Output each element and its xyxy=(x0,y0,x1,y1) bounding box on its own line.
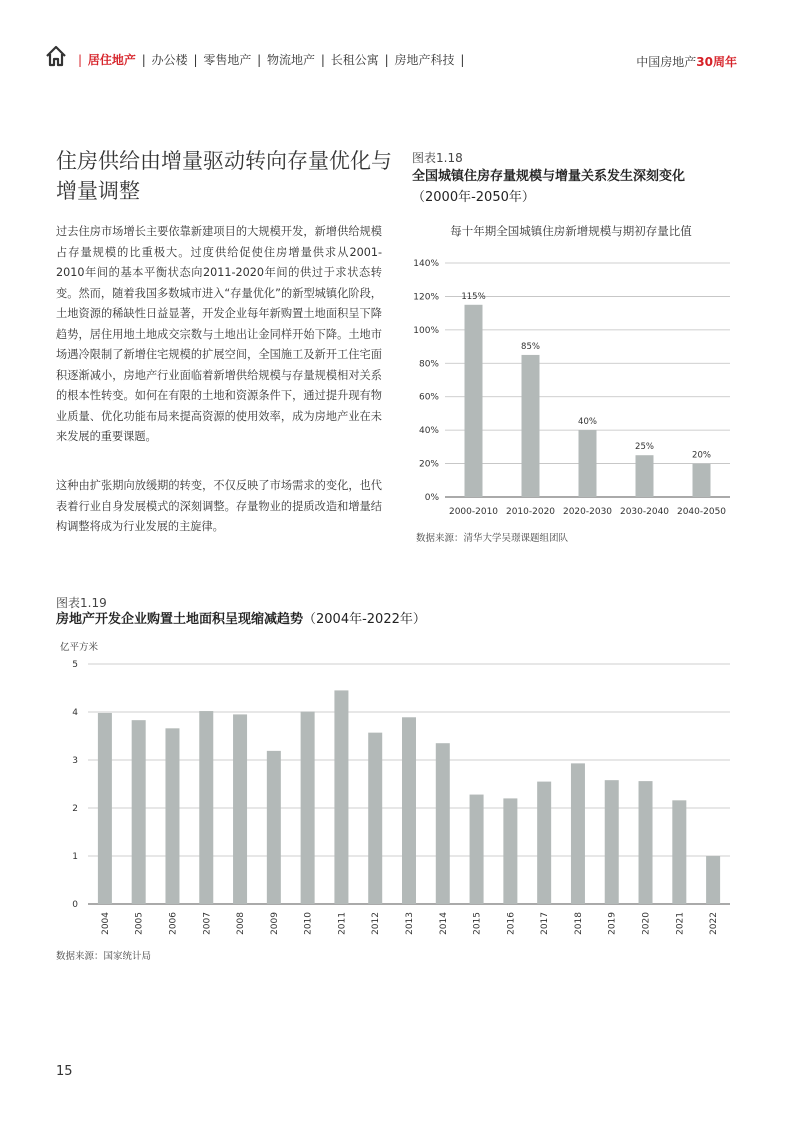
nav-item-proptech[interactable]: 房地产科技 xyxy=(394,53,455,67)
x-tick-label: 2013 xyxy=(405,912,415,935)
bar xyxy=(233,714,247,904)
figure-119-label: 图表1.19 xyxy=(56,596,107,610)
bar xyxy=(132,720,146,904)
y-tick-label: 3 xyxy=(72,756,78,766)
x-tick-label: 2020-2030 xyxy=(562,507,613,517)
chart-118-title: 每十年期全国城镇住房新增规模与期初存量比值 xyxy=(450,224,692,238)
brand-suffix: 30周年 xyxy=(696,55,737,69)
bar xyxy=(301,712,315,904)
bar xyxy=(165,728,179,904)
y-tick-label: 140% xyxy=(413,259,439,269)
x-tick-label: 2005 xyxy=(134,912,145,935)
x-tick-label: 2009 xyxy=(269,912,280,935)
figure-119-source: 数据来源：国家统计局 xyxy=(56,951,152,962)
x-tick-label: 2016 xyxy=(506,912,517,935)
bar xyxy=(639,781,653,904)
data-label: 85% xyxy=(521,341,540,352)
figure-118-source: 数据来源：清华大学吴璟课题组团队 xyxy=(416,533,569,544)
x-tick-label: 2022 xyxy=(709,912,720,935)
bar xyxy=(693,464,711,497)
bar xyxy=(522,355,540,497)
bar xyxy=(199,711,213,904)
nav-separator: | xyxy=(460,53,465,67)
top-nav xyxy=(76,52,466,68)
nav-item-office[interactable]: 办公楼 xyxy=(151,53,188,67)
nav-item-rental-apartment[interactable]: 长租公寓 xyxy=(330,53,379,67)
y-tick-label: 40% xyxy=(418,426,439,437)
brand-label xyxy=(636,53,737,70)
nav-separator: | xyxy=(141,53,146,67)
x-tick-label: 2012 xyxy=(371,912,382,935)
land-area-bar-chart xyxy=(50,636,740,941)
nav-separator: | xyxy=(320,53,325,67)
figure-119-title-bold: 房地产开发企业购置土地面积呈现缩减趋势 xyxy=(56,612,304,627)
x-tick-label: 2015 xyxy=(472,912,483,935)
bar xyxy=(672,800,686,904)
section-title: 住房供给由增量驱动转向存量优化与增量调整 xyxy=(56,149,392,203)
x-tick-label: 2010-2020 xyxy=(505,507,556,517)
y-tick-label: 60% xyxy=(418,392,439,403)
data-label: 25% xyxy=(635,442,654,453)
bar xyxy=(267,751,281,904)
x-tick-label: 2008 xyxy=(236,912,247,935)
bar xyxy=(579,430,597,497)
ratio-bar-chart xyxy=(405,215,745,535)
y-tick-label: 20% xyxy=(418,459,439,470)
bar xyxy=(436,743,450,904)
x-tick-label: 2006 xyxy=(168,912,179,935)
nav-separator: | xyxy=(78,53,83,67)
brand-prefix: 中国房地产 xyxy=(636,55,697,69)
bar xyxy=(636,455,654,497)
y-tick-label: 1 xyxy=(72,852,78,862)
figure-118-title-period: （2000年-2050年） xyxy=(412,190,535,205)
x-tick-label: 2020 xyxy=(641,912,652,935)
body-paragraph-2: 这种由扩张期向放缓期的转变，不仅反映了市场需求的变化，也代表着行业自身发展模式的深刻调整。存量物业的提质改造和增量结构调整将成为行业发展的主旋律。 xyxy=(56,479,382,533)
bar xyxy=(465,305,483,497)
figure-118-label: 图表1.18 xyxy=(412,151,463,165)
y-tick-label: 100% xyxy=(413,325,439,336)
y-tick-label: 0% xyxy=(424,493,439,503)
bar xyxy=(571,763,585,904)
x-tick-label: 2030-2040 xyxy=(619,507,670,517)
y-tick-label: 2 xyxy=(72,804,78,814)
figure-118-title xyxy=(412,166,712,208)
figure-119-title xyxy=(56,609,556,630)
bar xyxy=(98,713,112,904)
x-tick-label: 2000-2010 xyxy=(448,507,499,517)
bar xyxy=(605,780,619,904)
x-tick-label: 2017 xyxy=(540,912,551,935)
x-tick-label: 2019 xyxy=(607,912,618,935)
x-tick-label: 2014 xyxy=(438,912,449,935)
home-icon[interactable] xyxy=(44,44,68,68)
nav-item-logistics[interactable]: 物流地产 xyxy=(267,53,316,67)
data-label: 20% xyxy=(692,450,711,461)
body-paragraph-1: 过去住房市场增长主要依靠新建项目的大规模开发，新增供给规模占存量规模的比重极大。过度供给促使住房增量供求从2001-2010年间的基本平衡状态向2011-2020年间的供过于求状态转变。然而，随着我国多数城市进入“存量优化”的新型城镇化阶段，土地资源的稀缺性日益显著，开发企业每年新购置土地面积呈下降趋势，居住用地土地成交宗数与土地出让金同样开始下降。土地市场遇冷限制了新增住宅规模的扩展空间，全国施工及新开工住宅面积逐渐减小，房地产行业面临着新增供给规模与存量规模相对关系的根本性转变。如何在有限的土地和资源条件下，通过提升现有物业质量、优化功能布局来提高资源的使用效率，成为房地产业在未来发展的重要课题。 xyxy=(56,225,382,443)
x-tick-label: 2040-2050 xyxy=(676,507,727,517)
figure-118-title-bold: 全国城镇住房存量规模与增量关系发生深刻变化 xyxy=(412,169,686,184)
nav-separator: | xyxy=(193,53,198,67)
data-label: 115% xyxy=(461,291,486,302)
chart-119-ylabel: 亿平方米 xyxy=(60,642,99,653)
y-tick-label: 5 xyxy=(72,660,78,670)
x-tick-label: 2004 xyxy=(100,912,111,935)
page-number: 15 xyxy=(56,1064,73,1079)
nav-item-residential[interactable]: 居住地产 xyxy=(87,53,136,67)
nav-item-retail[interactable]: 零售地产 xyxy=(203,53,252,67)
y-tick-label: 80% xyxy=(418,359,439,370)
y-tick-label: 4 xyxy=(72,708,78,718)
figure-119-title-period: （2004年-2022年） xyxy=(303,612,426,627)
bar xyxy=(537,782,551,904)
nav-separator: | xyxy=(257,53,262,67)
bar xyxy=(470,795,484,904)
x-tick-label: 2018 xyxy=(573,912,584,935)
nav-separator: | xyxy=(384,53,389,67)
bar xyxy=(334,690,348,904)
bar xyxy=(402,717,416,904)
data-label: 40% xyxy=(578,417,597,428)
bar xyxy=(368,733,382,904)
bar xyxy=(503,798,517,904)
x-tick-label: 2010 xyxy=(303,912,314,935)
bar xyxy=(706,856,720,904)
y-tick-label: 0 xyxy=(72,900,78,910)
x-tick-label: 2007 xyxy=(202,912,213,935)
x-tick-label: 2011 xyxy=(337,912,348,935)
y-tick-label: 120% xyxy=(413,292,439,303)
x-tick-label: 2021 xyxy=(675,912,686,935)
